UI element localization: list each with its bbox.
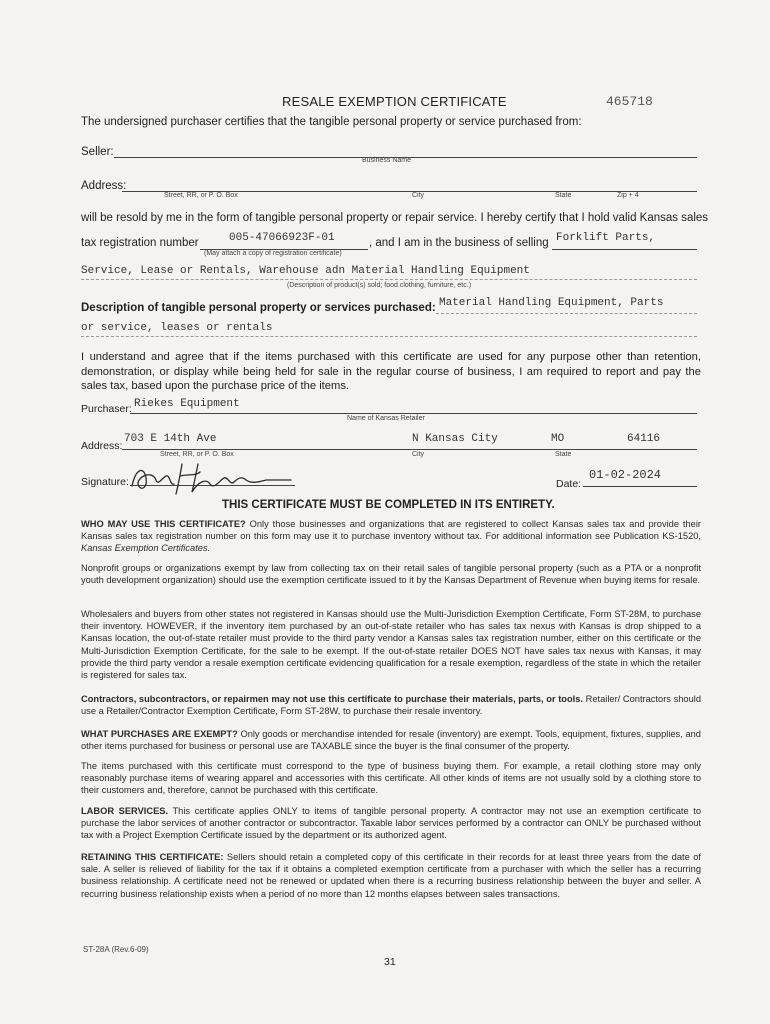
- contractors-section: [81, 693, 701, 717]
- document-title: RESALE EXEMPTION CERTIFICATE: [282, 94, 507, 109]
- seller-state-caption: State: [555, 192, 572, 199]
- retaining-body: Sellers should retain a completed copy of this certificate in their records for at least three years from the date of sale. A seller is relieved of liability for the tax if it obtains a completed exemption certificate from a purchaser with which the seller has a recurring business relationship. A certificate need not be renewed or updated when there is a recurring business relationship between the buyer and seller. A recurring business relationship exists when a period of no more than 12 months elapses between sales transactions.: [81, 852, 701, 899]
- tax-registration-number: 005-47066923F-01: [229, 232, 335, 244]
- purchased-description-line-2: [81, 336, 697, 337]
- date-label: Date:: [556, 478, 582, 490]
- page-number: 31: [384, 956, 396, 968]
- seller-business-caption: Business Name: [362, 157, 412, 164]
- contractors-heading: Contractors, subcontractors, or repairmen may not use this certificate to purchase their materials, parts, or tools.: [81, 694, 583, 704]
- seller-city-caption: City: [412, 192, 425, 199]
- signature-label: Signature:: [81, 476, 129, 488]
- purchaser-name: Riekes Equipment: [134, 398, 240, 410]
- purchaser-zip: 64116: [627, 433, 661, 445]
- business-selling-line: [552, 249, 697, 250]
- purchased-description-line: [436, 313, 697, 314]
- retaining-section: [81, 851, 701, 900]
- who-may-use-body: Only those businesses and organizations that are registered to collect Kansas sales tax and provide their Kansas sales tax registration number on this form may use it to purchase inventory without tax. For additional information see Publication KS-1520,: [81, 519, 701, 542]
- exempt-purchases-body: Only goods or merchandise intended for resale (inventory) are exempt. Tools, equipment, fixtures, supplies, and other items purchased for business or personal use are TAXABLE since the buyer is the final consumer of the property.: [81, 729, 701, 752]
- purchaser-state-caption: State: [555, 451, 572, 458]
- publication-title: Kansas Exemption Certificates.: [81, 543, 211, 554]
- purchaser-street: 703 E 14th Ave: [124, 433, 217, 445]
- business-description-continued: Service, Lease or Rentals, Warehouse adn Material Handling Equipment: [81, 265, 530, 277]
- purchaser-street-caption: Street, RR, or P. O. Box: [160, 451, 234, 458]
- labor-services-section: [81, 805, 701, 842]
- date-line: [583, 486, 697, 487]
- labor-services-heading: LABOR SERVICES.: [81, 806, 169, 816]
- intro-text: The undersigned purchaser certifies that the tangible personal property or service purchased from:: [81, 116, 582, 128]
- who-may-use-heading: WHO MAY USE THIS CERTIFICATE?: [81, 519, 246, 529]
- purchaser-city: N Kansas City: [412, 433, 498, 445]
- nonprofit-section: Nonprofit groups or organizations exempt by law from collecting tax on their retail sales of tangible personal property (such as a PTA or a nonprofit youth development organization) should use the exemption certificate issued to it by the Kansas Department of Revenue when buying items for resale.: [81, 563, 701, 586]
- purchased-description-value: Material Handling Equipment, Parts: [439, 297, 664, 309]
- retailer-name-caption: Name of Kansas Retailer: [347, 415, 425, 422]
- resale-statement: will be resold by me in the form of tangible personal property or repair service. I hereby certify that I hold valid Kansas sales: [81, 212, 709, 224]
- seller-label: Seller:: [81, 146, 114, 158]
- retaining-heading: RETAINING THIS CERTIFICATE:: [81, 852, 224, 862]
- form-identifier: ST-28A (Rev.6-09): [83, 945, 149, 954]
- must-complete-notice: THIS CERTIFICATE MUST BE COMPLETED IN ITS ENTIRETY.: [222, 499, 555, 511]
- wholesalers-section: Wholesalers and buyers from other states not registered in Kansas should use the Multi-Jurisdiction Exemption Certificate, Form ST-28M, to purchase their inventory. HOWEVER, if the inventory item purchased by an out-of-state retailer who has sales tax nexus with Kansas is drop shipped to a Kansas location, the out-of-state retailer must provide to the third party vendor a Kansas sales tax registration number, either on this certificate or the Multi-Jurisdiction Exemption Certificate, for the sale to be exempt. If the out-of-state retailer DOES NOT have sales tax nexus with Kansas, it may provide the third party vendor a resale exemption certificate evidencing qualification for a resale exemption, regardless of the state in which the retailer is registered for sales tax.: [81, 609, 701, 681]
- agreement-paragraph: I understand and agree that if the items purchased with this certificate are used for any purpose other than retention, demonstration, or display while being held for sale in the regular course of business, I am required to report and pay the sales tax, based upon the purchase price of the items.: [81, 351, 701, 392]
- business-selling-label: , and I am in the business of selling: [369, 237, 549, 249]
- who-may-use-section: [81, 518, 701, 555]
- seller-street-caption: Street, RR, or P. O. Box: [164, 192, 238, 199]
- tax-registration-label: tax registration number: [81, 237, 199, 249]
- purchased-description-continued: or service, leases or rentals: [81, 322, 273, 334]
- labor-services-body: This certificate applies ONLY to items of tangible personal property. A contractor may not use an exemption certificate to purchase the labor services of another contractor or subcontractor. Taxable labor services performed by a contractor can ONLY be purchased without tax with a Project Exemption Certificate issued by the department or its authorized agent.: [81, 806, 701, 841]
- business-description-line: [81, 279, 697, 280]
- business-selling-value: Forklift Parts,: [556, 232, 656, 244]
- purchaser-address-label: Address:: [81, 440, 123, 452]
- purchaser-city-caption: City: [412, 451, 425, 458]
- purchaser-label: Purchaser:: [81, 403, 132, 415]
- items-purchased-section: The items purchased with this certificate must correspond to the type of business buying them. For example, a retail clothing store may only reasonably purchase items of wearing apparel and accessories with this certificate. All other kinds of items are not usually sold by a clothing store to their customers and, therefore, cannot be purchased with this certificate.: [81, 761, 701, 796]
- signature-date: 01-02-2024: [589, 468, 662, 482]
- purchaser-state: MO: [551, 433, 565, 445]
- seller-zip-caption: Zip + 4: [617, 192, 639, 199]
- purchaser-name-line: [130, 413, 697, 414]
- attach-note: (May attach a copy of registration certificate): [204, 250, 342, 257]
- exempt-purchases-section: [81, 728, 701, 752]
- purchaser-address-line: [122, 449, 697, 450]
- seller-address-label: Address:: [81, 180, 127, 192]
- handwritten-signature: [126, 458, 296, 496]
- certificate-number: 465718: [606, 94, 653, 109]
- product-description-caption: (Description of product(s) sold; food clothing, furniture, etc.): [287, 282, 472, 289]
- exempt-purchases-heading: WHAT PURCHASES ARE EXEMPT?: [81, 729, 238, 739]
- contractors-body: Retailer/ Contractors should use a Retailer/Contractor Exemption Certificate, Form ST-28W, to purchase their resale inventory.: [81, 694, 701, 717]
- purchased-description-label: Description of tangible personal property or services purchased:: [81, 302, 436, 314]
